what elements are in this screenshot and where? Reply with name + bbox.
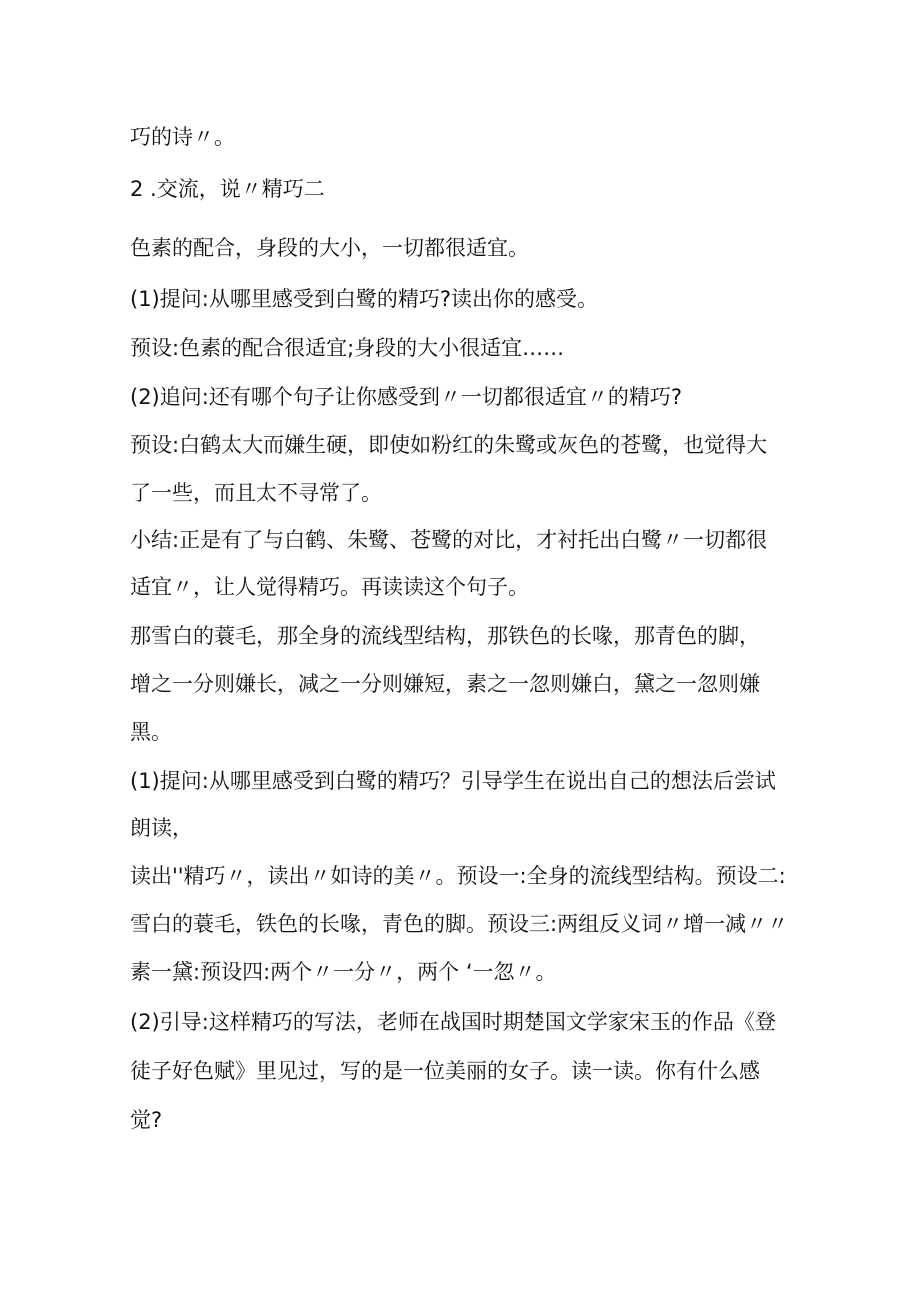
text-line: 徒子好色赋》里见过，写的是一位美丽的女子。读一读。你有什么感 bbox=[130, 1059, 760, 1083]
text-line: 增之一分则嫌长，减之一分则嫌短，素之一忽则嫌白，黛之一忽则嫌 bbox=[130, 672, 760, 696]
text-line: 素一黛:预设四:两个〃一分〃，两个 ‘一忽〃。 bbox=[130, 960, 557, 984]
text-line: 觉? bbox=[130, 1108, 163, 1132]
text-line: 巧的诗〃。 bbox=[130, 125, 235, 149]
text-line: (1)提问:从哪里感受到白鹭的精巧？引导学生在说出自己的想法后尝试 bbox=[130, 769, 776, 793]
text-line: (2)追问:还有哪个句子让你感受到〃一切都很适宜〃的精巧? bbox=[130, 385, 682, 409]
text-line: 适宜〃，让人觉得精巧。再读读这个句子。 bbox=[130, 575, 529, 599]
text-line: 读出''精巧〃，读出〃如诗的美〃。预设一:全身的流线型结构。预设二: bbox=[130, 864, 786, 888]
text-line: 小结:正是有了与白鹤、朱鹭、苍鹭的对比，才衬托出白鹭〃一切都很 bbox=[130, 528, 768, 552]
text-line: 色素的配合，身段的大小，一切都很适宜。 bbox=[130, 236, 529, 260]
text-line: 了一些，而且太不寻常了。 bbox=[130, 481, 382, 505]
text-line: 雪白的蓑毛，铁色的长喙，青色的脚。预设三:两组反义词〃增一减〃〃 bbox=[130, 912, 789, 936]
section-heading: 2 .交流，说〃精巧二 bbox=[130, 177, 325, 201]
text-line: 朗读， bbox=[130, 816, 193, 840]
text-line: (1)提问:从哪里感受到白鹭的精巧?读出你的感受。 bbox=[130, 287, 598, 311]
text-line: 预设:白鹤太大而嫌生硬，即使如粉红的朱鹭或灰色的苍鹭，也觉得大 bbox=[130, 433, 768, 457]
text-line: 那雪白的蓑毛，那全身的流线型结构，那铁色的长喙，那青色的脚， bbox=[130, 624, 760, 648]
text-line: (2)引导:这样精巧的写法，老师在战国时期楚国文学家宋玉的作品《登 bbox=[130, 1010, 776, 1034]
text-line: 黑。 bbox=[130, 720, 172, 744]
text-line: 预设:色素的配合很适宜;身段的大小很适宜…… bbox=[130, 336, 565, 360]
